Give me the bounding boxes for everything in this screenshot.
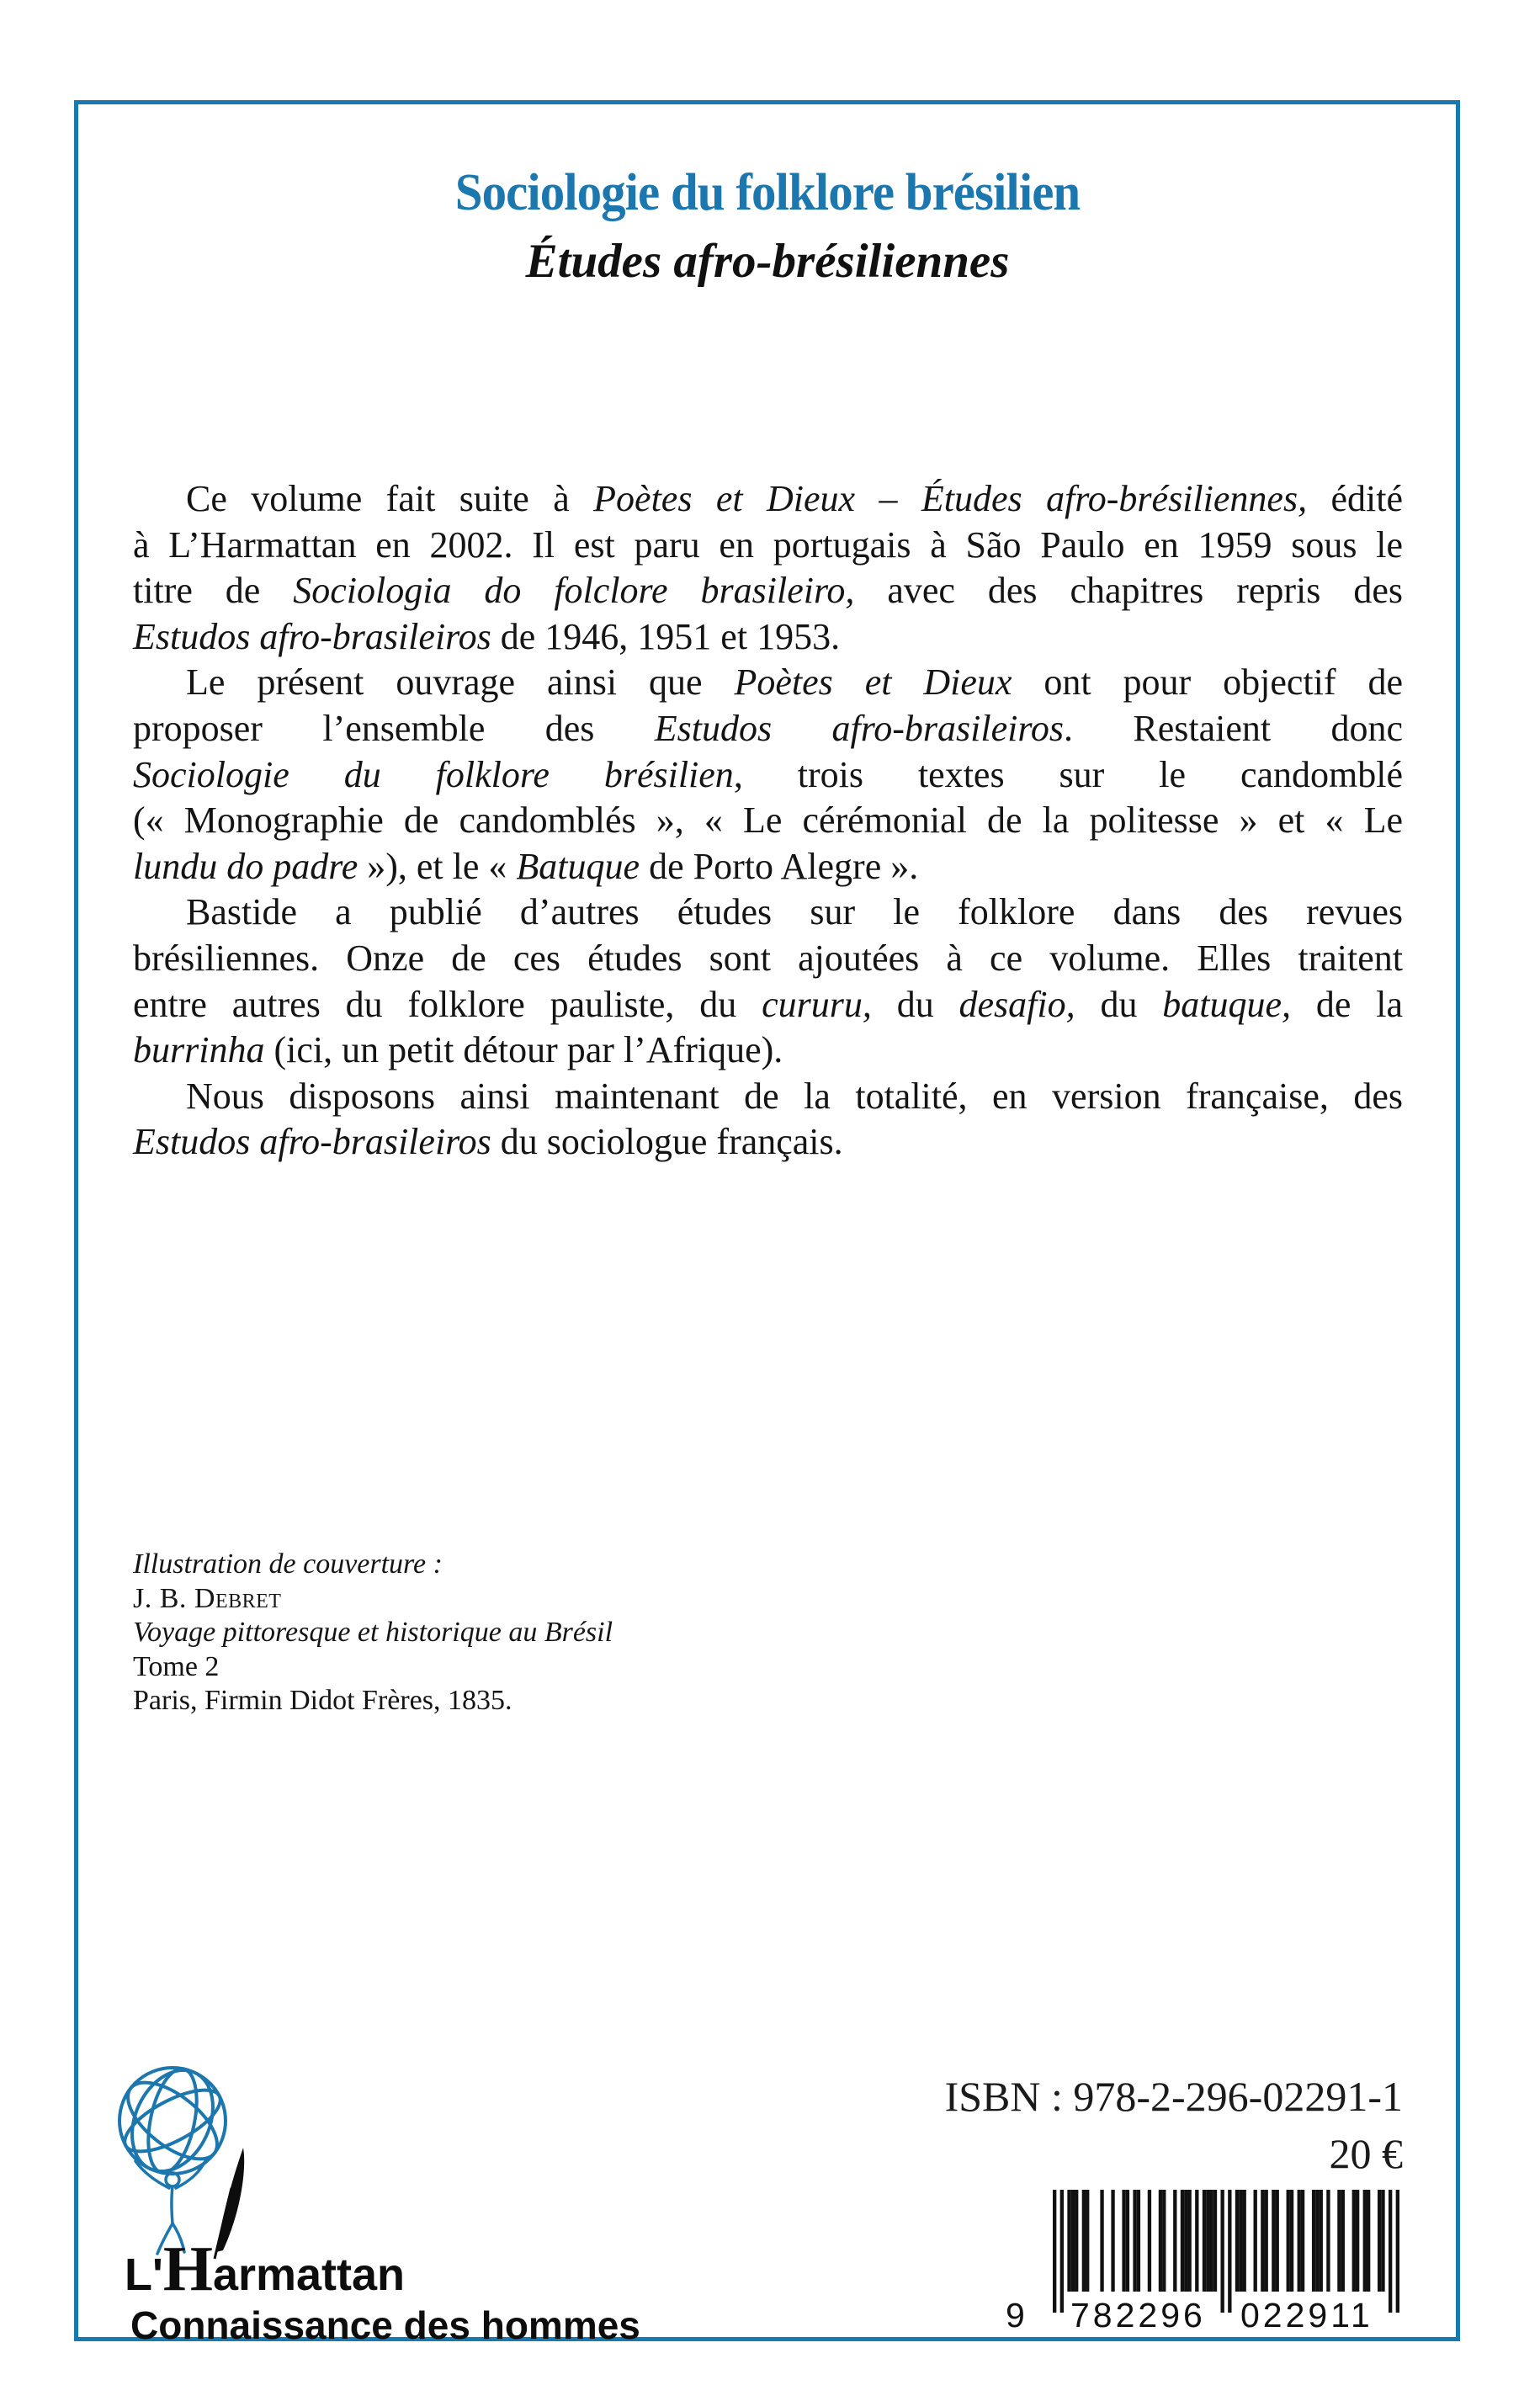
italic-text: desafio, — [959, 983, 1075, 1025]
ean13-barcode — [1006, 2190, 1399, 2335]
body-line — [133, 890, 1403, 936]
plain-text: (« Monographie de candomblés », « Le cérémonial de la politesse » et « Le — [133, 799, 1403, 842]
cover-illustration-credits — [133, 1548, 613, 1718]
credit-line: Paris, Firmin Didot Frères, 1835. — [133, 1685, 512, 1716]
barcode-digit-group1: 782296 — [1066, 2296, 1210, 2335]
harmattan-atlas-globe-logo — [88, 2053, 265, 2260]
italic-text: Poètes et Dieux – Études afro-brésiliennes, — [593, 478, 1308, 519]
cover-border-frame — [74, 100, 1460, 2341]
plain-text: édité — [1307, 478, 1403, 519]
barcode-digit-group2: 022911 — [1236, 2296, 1378, 2335]
credit-line: Illustration de couverture : — [133, 1548, 443, 1580]
body-line — [133, 476, 1403, 523]
italic-text: cururu, — [762, 983, 872, 1025]
body-line — [133, 706, 1403, 752]
plain-text: , trois textes sur le candomblé — [733, 753, 1404, 795]
plain-text: du — [871, 983, 959, 1025]
italic-text: batuque, — [1162, 983, 1292, 1025]
body-line — [133, 568, 1403, 614]
italic-text: Estudos afro-brasileiros — [654, 707, 1064, 749]
body-line — [133, 752, 1403, 799]
body-line — [133, 982, 1403, 1028]
credit-line: Voyage pittoresque et historique au Brésil — [133, 1617, 613, 1648]
plain-text: titre de — [133, 570, 294, 612]
italic-text: Sociologie du folklore brésilien — [133, 753, 734, 795]
italic-text: Estudos afro-brasileiros — [133, 615, 491, 657]
plain-text: proposer l’ensemble des — [133, 707, 655, 749]
plain-text: entre autres du folklore pauliste, du — [133, 983, 762, 1025]
plain-text: . Restaient donc — [1063, 707, 1403, 749]
italic-text: burrinha — [133, 1029, 265, 1071]
plain-text: du — [1075, 983, 1163, 1025]
back-cover-text — [133, 476, 1403, 1166]
publisher-name-rest: armattan — [212, 2250, 406, 2300]
plain-text: Ce volume fait suite à — [186, 478, 594, 519]
plain-text: Le présent ouvrage ainsi que — [186, 661, 735, 704]
plain-text: ont pour objectif de — [1012, 661, 1403, 704]
plain-text: de la — [1291, 983, 1403, 1025]
plain-text: (ici, un petit détour par l’Afrique). — [264, 1029, 783, 1071]
publisher-name-initial: H — [162, 2234, 213, 2304]
body-line — [133, 523, 1403, 569]
italic-text: Batuque — [516, 845, 640, 887]
plain-text: brésiliennes. Onze de ces études sont ajoutées à ce volume. Elles traitent — [133, 937, 1403, 979]
book-subtitle: Études afro-brésiliennes — [525, 235, 1010, 288]
body-line — [133, 1074, 1403, 1120]
plain-text: »), et le « — [358, 845, 517, 887]
plain-text: du sociologue français. — [491, 1121, 843, 1163]
isbn-number: ISBN : 978-2-296-02291-1 — [944, 2073, 1403, 2120]
italic-text: Sociologia do folclore brasileiro, — [293, 570, 855, 612]
italic-text: Estudos afro-brasileiros — [133, 1121, 491, 1163]
credit-line: Tome 2 — [133, 1650, 220, 1682]
body-line — [133, 660, 1403, 706]
plain-text: à L’Harmattan en 2002. Il est paru en portugais à São Paulo en 1959 sous le — [133, 523, 1403, 566]
body-line — [133, 1028, 1403, 1074]
plain-text: Bastide a publié d’autres études sur le folklore dans des revues — [186, 891, 1403, 933]
body-line — [133, 798, 1403, 844]
body-line — [133, 614, 1403, 661]
body-line — [133, 936, 1403, 982]
body-line — [133, 844, 1403, 890]
plain-text: de Porto Alegre ». — [640, 845, 919, 887]
plain-text: avec des chapitres repris des — [854, 570, 1403, 612]
plain-text: de 1946, 1951 et 1953. — [491, 615, 841, 657]
globe-wireframe — [115, 2057, 230, 2184]
barcode-digit-lead: 9 — [1006, 2296, 1028, 2335]
collection-name: Connaissance des hommes — [130, 2303, 640, 2347]
body-line — [133, 1119, 1403, 1166]
credit-line: J. B. Debret — [133, 1582, 282, 1614]
italic-text: lundu do padre — [133, 845, 358, 887]
publisher-name — [125, 2234, 406, 2304]
price: 20 € — [1329, 2130, 1403, 2177]
publisher-name-prefix: L' — [125, 2250, 163, 2300]
italic-text: Poètes et Dieux — [734, 661, 1012, 704]
plain-text: Nous disposons ainsi maintenant de la totalité, en version française, des — [186, 1075, 1403, 1117]
book-title: Sociologie du folklore brésilien — [454, 164, 1081, 221]
